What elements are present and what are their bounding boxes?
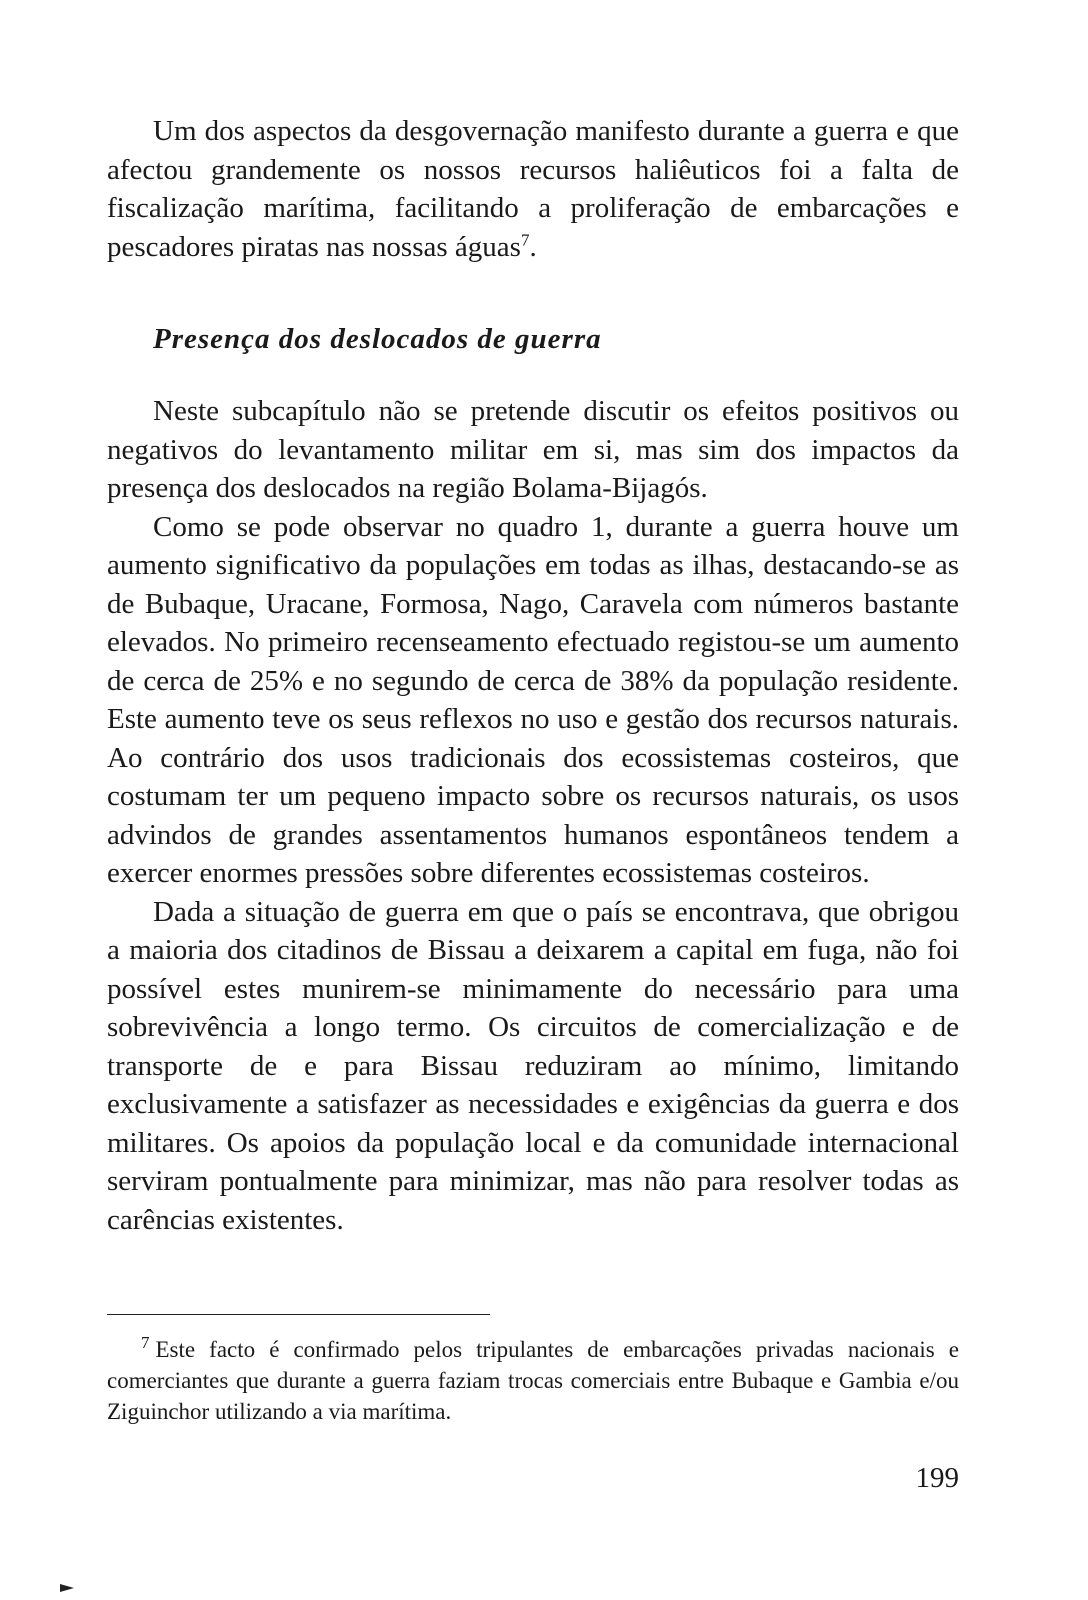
body-paragraph-3: Dada a situação de guerra em que o país se encontrava, que obrigou a maioria dos citadinos de Bissau a deixarem a capital em fuga, não foi possível estes munirem-se minimamente do necessário para uma sobrevivência a longo termo. Os circuitos de comercialização e de transporte de e para Bissau reduziram ao mínimo, limitando exclusivamente a satisfazer as necessidades e exigências da guerra e dos militares. Os apoios da população local e da comunidade internacional serviram pontualmente para minimizar, mas não para resolver todas as carências existentes. (107, 895, 959, 1236)
intro-end: . (529, 230, 537, 263)
footnote (107, 1334, 959, 1427)
intro-paragraph (107, 112, 959, 266)
body-paragraph-1: Neste subcapítulo não se pretende discutir os efeitos positivos ou negativos do levantamento militar em si, mas sim dos impactos da presença dos deslocados na região Bolama-Bijagós. (107, 395, 959, 504)
footnote-reference[interactable]: 7 (520, 229, 530, 249)
footnote-number: 7 (141, 1333, 150, 1353)
body-paragraph-2: Como se pode observar no quadro 1, durante a guerra houve um aumento significativo da populações em todas as ilhas, destacando-se as de Bubaque, Uracane, Formosa, Nago, Caravela com números bastante elevados. No primeiro recenseamento efectuado registou-se um aumento de cerca de 25% e no segundo de cerca de 38% da população residente. Este aumento teve os seus reflexos no uso e gestão dos recursos naturais. Ao contrário dos usos tradicionais dos ecossistemas costeiros, que costumam ter um pequeno impacto sobre os recursos naturais, os usos advindos de grandes assentamentos humanos espontâneos tendem a exercer enormes pressões sobre diferentes ecossistemas costeiros. (107, 510, 959, 889)
page-body (107, 112, 959, 1239)
page-number: 199 (915, 1462, 959, 1494)
footnote-separator (107, 1314, 490, 1315)
scan-arrow-mark (60, 1584, 74, 1592)
section-heading: Presença dos deslocados de guerra (153, 323, 602, 355)
intro-text: Um dos aspectos da desgovernação manifesto durante a guerra e que afectou grandemente os nossos recursos haliêuticos foi a falta de fiscalização marítima, facilitando a proliferação de embarcações e pescadores piratas nas nossas águas (107, 115, 959, 263)
footnote-text: Este facto é confirmado pelos tripulantes de embarcações privadas nacionais e comerciantes que durante a guerra faziam trocas comerciais entre Bubaque e Gambia e/ou Ziguinchor utilizando a via marítima. (107, 1337, 959, 1424)
